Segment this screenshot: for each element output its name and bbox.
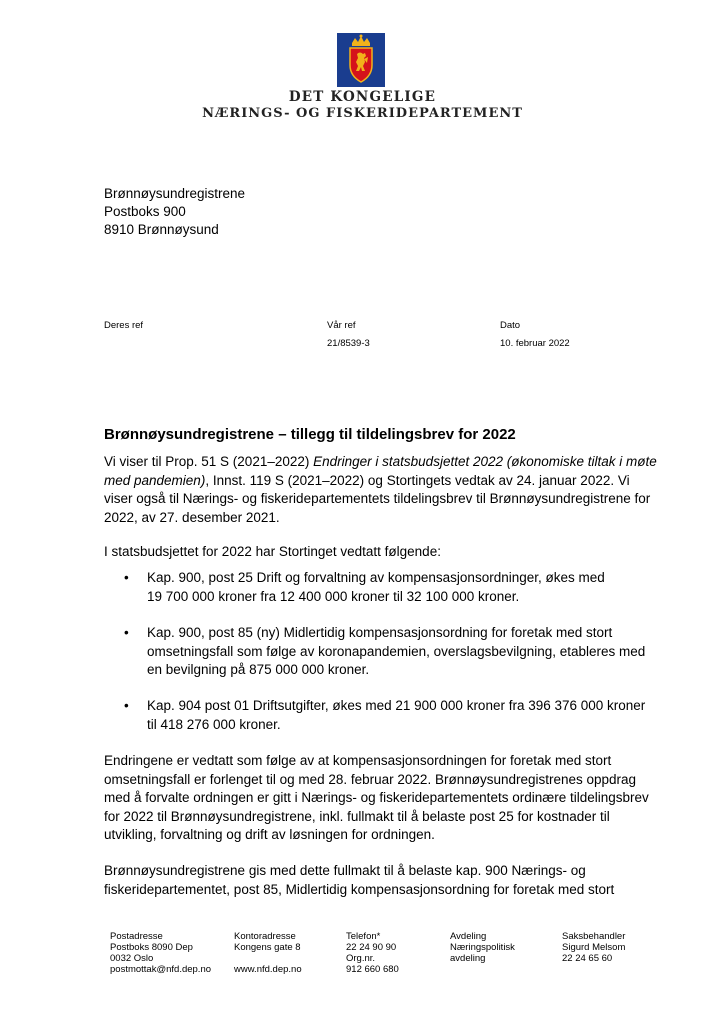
footer-text: 22 24 90 90 bbox=[346, 942, 397, 953]
footer-text: Postboks 8090 Dep bbox=[110, 942, 193, 953]
list-item-text: omsetningsfall som følge av koronapandemien, overslagsbevilgning, etableres med bbox=[147, 643, 646, 659]
footer-text: Næringspolitisk bbox=[450, 942, 515, 953]
list-item-text: Kap. 900, post 25 Drift og forvaltning av kompensasjonsordninger, økes med bbox=[147, 570, 605, 585]
paragraph-text: utvikling, forvaltning og drift av løsningen for ordningen. bbox=[104, 827, 435, 842]
letterhead bbox=[0, 33, 725, 123]
deres-ref-label: Deres ref bbox=[104, 320, 144, 331]
paragraph-text: omsetningsfall er forlenget til og med 28. februar 2022. Brønnøysundregistrenes oppdrag bbox=[104, 771, 637, 787]
footer-heading: Telefon* bbox=[346, 931, 381, 942]
footer-office-address bbox=[234, 931, 302, 975]
coat-of-arms-icon bbox=[337, 33, 385, 87]
list-item-text: Kap. 900, post 85 (ny) Midlertidig kompensasjonsordning for foretak med stort bbox=[147, 625, 613, 640]
footer-blank bbox=[234, 953, 302, 964]
recipient-city: 8910 Brønnøysund bbox=[104, 222, 219, 237]
footer-text: Org.nr. bbox=[346, 953, 376, 964]
bullet-icon: • bbox=[124, 625, 129, 640]
dato-value: 10. februar 2022 bbox=[500, 338, 570, 349]
list-item-text: Kap. 904 post 01 Driftsutgifter, økes med 21 900 000 kroner fra 396 376 000 kroner bbox=[147, 698, 646, 713]
bullet-icon: • bbox=[124, 698, 129, 713]
paragraph-text: Endringene er vedtatt som følge av at kompensasjonsordningen for foretak med stort bbox=[104, 753, 612, 768]
footer-case-officer bbox=[562, 931, 625, 964]
footer-text: 0032 Oslo bbox=[110, 953, 154, 964]
bullet-icon: • bbox=[124, 570, 129, 585]
footer-phone bbox=[346, 931, 399, 975]
footer-heading: Saksbehandler bbox=[562, 931, 626, 942]
var-ref-value: 21/8539-3 bbox=[327, 338, 370, 349]
recipient-box: Postboks 900 bbox=[104, 204, 186, 219]
footer-text: Kongens gate 8 bbox=[234, 942, 301, 953]
intro-italic-text: Endringer i statsbudsjettet 2022 (økonomiske tiltak i møte bbox=[313, 454, 657, 469]
intro-text: viser også til Nærings- og fiskeridepartementets tildelingsbrev til Brønnøysundregistrene for bbox=[104, 491, 651, 506]
paragraph-text: med å forvalte ordningen er gitt i Nærings- og fiskeridepartementets ordinære tildelingsbrev bbox=[104, 790, 649, 805]
recipient-address bbox=[104, 185, 245, 239]
paragraph-text: Brønnøysundregistrene gis med dette fullmakt til å belaste kap. 900 Nærings- og bbox=[104, 863, 586, 878]
footer-text: 912 660 680 bbox=[346, 964, 399, 975]
footer-text: avdeling bbox=[450, 953, 486, 964]
footer-text: Sigurd Melsom bbox=[562, 942, 626, 953]
list-item-text: en bevilgning på 875 000 000 kroner. bbox=[147, 662, 370, 677]
ministry-name-line1: DET KONGELIGE bbox=[288, 89, 437, 105]
decision-intro-text: I statsbudsjettet for 2022 har Stortinget vedtatt følgende: bbox=[104, 544, 441, 559]
footer-heading: Postadresse bbox=[110, 931, 163, 942]
paragraph-changes bbox=[104, 752, 664, 845]
letter-title: Brønnøysundregistrene – tillegg til tildelingsbrev for 2022 bbox=[104, 426, 516, 443]
recipient-name: Brønnøysundregistrene bbox=[104, 186, 246, 201]
ministry-name-line2: NÆRINGS- OG FISKERIDEPARTEMENT bbox=[202, 106, 523, 121]
footer-text: 22 24 65 60 bbox=[562, 953, 613, 964]
footer-website: www.nfd.dep.no bbox=[234, 964, 302, 975]
footer-heading: Kontoradresse bbox=[234, 931, 296, 942]
footer-email: postmottak@nfd.dep.no bbox=[110, 964, 212, 975]
intro-text: 2022, av 27. desember 2021. bbox=[104, 509, 280, 525]
dato-label: Dato bbox=[500, 320, 521, 331]
paragraph-text: for 2022 til Brønnøysundregistrene, inkl. fullmakt til å belaste post 25 for kostnader til bbox=[104, 808, 610, 824]
intro-paragraph bbox=[104, 453, 664, 527]
paragraph-text: fiskeridepartementet, post 85, Midlertidig kompensasjonsordning for foretak med stort bbox=[104, 881, 615, 897]
var-ref-label: Vår ref bbox=[327, 320, 356, 331]
intro-text: , Innst. 119 S (2021–2022) og Stortingets vedtak av 24. januar 2022. Vi bbox=[205, 472, 630, 488]
footer-department bbox=[450, 931, 515, 964]
footer-heading: Avdeling bbox=[450, 931, 487, 942]
decision-intro bbox=[104, 543, 664, 562]
footer-postal-address bbox=[110, 931, 211, 975]
paragraph-authorization bbox=[104, 862, 664, 899]
list-item-text: til 418 276 000 kroner. bbox=[147, 716, 281, 732]
intro-text: Vi viser til Prop. 51 S (2021–2022) bbox=[104, 454, 314, 469]
list-item-text: 19 700 000 kroner fra 12 400 000 kroner til 32 100 000 kroner. bbox=[147, 588, 520, 604]
intro-italic-text: med pandemien) bbox=[104, 472, 206, 488]
